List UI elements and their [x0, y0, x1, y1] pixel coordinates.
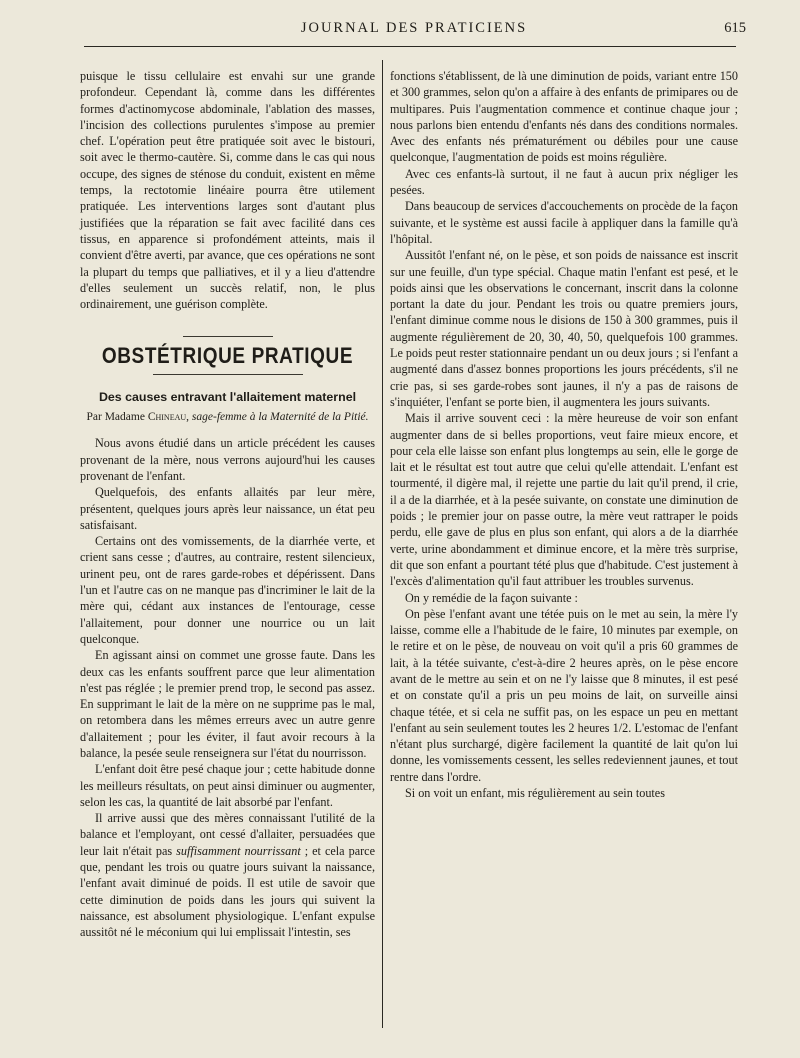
section-underline — [153, 374, 303, 375]
article-paragraph: On y remédie de la façon suivante : — [405, 590, 578, 605]
article-paragraph: Si on voit un enfant, mis régulièrement au sein toutes — [405, 786, 665, 801]
paragraph-italic-text: suffisamment nourrissant — [176, 843, 301, 858]
article-paragraph: L'enfant doit être pesé chaque jour ; cette habitude donne les meilleurs résultats, on peut ainsi diminuer ou augmenter, selon les cas, la quantité de lait absorbé par l'enfant. — [80, 762, 375, 809]
byline-role: sage-femme à la Maternité de la Pitié. — [191, 411, 369, 424]
section-title: OBSTÉTRIQUE PRATIQUE — [101, 344, 354, 370]
running-title: JOURNAL DES PRATICIENS — [300, 20, 528, 36]
article-paragraph: fonctions s'établissent, de là une diminution de poids, variant entre 150 et 300 grammes, selon qu'on a affaire à des enfants de primipares ou de multipares. Puis l'augmentation commence et continue chaque jour ; nous parlons bien entendu d'enfants nés dans des conditions normales. Avec des enfants nés prématurément ou débiles pour une cause quelconque, l'augmentation de poids est moins régulière. — [390, 69, 738, 165]
section-separator — [183, 336, 273, 337]
article-paragraph: Certains ont des vomissements, de la diarrhée verte, et crient sans cesse ; d'autres, au contraire, restent silencieux, urinent peu, ont de rares garde-robes et dépérissent. Dans l'un et l'autre cas on ne manque pas d'incriminer le lait de la mère qui, cédant aux instances de l'entourage, cesse l'allaitement, pour donner une nourrice ou un lait quelconque. — [80, 534, 375, 646]
article-paragraph: On pèse l'enfant avant une tétée puis on le met au sein, la mère l'y laisse, comme elle a l'habitude de le faire, 10 minutes par exemple, on le retire et on le pèse, de nouveau on voit qu'il a pris 60 grammes de lait, à la tétée suivante, c'est-à-dire 2 heures après, on le pèse encore avant de le mettre au sein et on ne l'y laisse que 8 minutes, il est pesé et on constate qu'il a pris un peu moins de lait, on surveille ainsi chaque tétée, et si cela ne suffit pas, on les espace un peu en mettant l'enfant au sein seulement toutes les 2 heures 1/2. L'estomac de l'enfant n'étant plus surchargé, digère facilement la quantité de lait qu'on lui donne, les vomissements cessent, les selles redeviennent jaunes, et tout rentre dans l'ordre. — [390, 606, 738, 784]
byline-author: Chineau — [147, 411, 187, 424]
article-paragraph: Mais il arrive souvent ceci : la mère heureuse de voir son enfant augmenter dans de si belles proportions, veut faire mieux encore, et pour cela elle laisse son enfant plus longtemps au sein, elle le gorge de lait et le résultat est tout autre que celui qu'elle attendait. L'enfant est tourmenté, il digère mal, il rejette une partie du lait qu'il prend, il crie, il a de la diarrhée, et à la pesée suivante, on constate une diminution de poids ; le premier jour on passe outre, la mère veut rattraper le poids perdu, elle gave de plus en plus son enfant, qui alors a de la diarrhée verte, urine abondamment et diminue encore, et la mère très surprise, dit que son enfant a pourtant tété plus que d'habitude. C'est justement à l'excès d'alimentation qu'il faut attribuer les troubles survenus. — [390, 411, 738, 589]
left-column — [80, 68, 375, 1036]
article-paragraph: Nous avons étudié dans un article précédent les causes provenant de la mère, nous verrons aujourd'hui les causes provenant de l'enfant. — [80, 436, 375, 483]
paragraph-text: Il arrive aussi que des mères connaissant l'utilité de la balance et l'employant, ont cessé d'allaiter, persuadées que leur lait n'était pas — [80, 811, 375, 858]
byline-prefix: Par Madame — [86, 411, 145, 424]
article-paragraph: Quelquefois, des enfants allaités par leur mère, présentent, quelques jours après leur naissance, un état peu satisfaisant. — [80, 485, 375, 532]
intro-paragraph: puisque le tissu cellulaire est envahi sur une grande profondeur. Cependant là, comme dans les différentes formes d'actinomycose abdominale, l'ablation des masses, l'incision des collections purulentes s'impose au premier chef. L'opération peut être pratiquée soit avec le bistouri, soit avec le thermo-cautère. Si, comme dans le cas qui nous occupe, des signes de sténose du conduit, existent en même temps, la rectotomie linéaire pourra être utilement pratiquée. Les interventions larges sont d'autant plus justifiées que la réparation se fait avec facilité dans ces tissus, en apparence si profondément atteints, mais il convient d'être averti, par avance, que ces opérations ne sont la plupart du temps que palliatives, et il y a lieu d'attendre d'elles seulement un succès relatif, non, le plus ordinairement, une guérison complète. — [80, 69, 375, 312]
article-paragraph: Aussitôt l'enfant né, on le pèse, et son poids de naissance est inscrit sur une feuille, d'un type spécial. Chaque matin l'enfant est pesé, et le poids ainsi que les observations le concernant, inscrit dans la colonne portant la date du jour. Pendant les trois ou quatre premiers jours, l'enfant diminue comme nous le disions de 150 à 300 grammes, puis il augmente régulièrement de 20, 30, 40, 50, quelquefois 100 grammes. Le poids peut rester stationnaire pendant un ou deux jours ; si l'enfant a augmenté dans d'assez bonnes proportions les jours précédents, s'il ne crie pas, si ses garde-robes sont jaunes, il n'y a pas de raisons de s'inquiéter, l'enfant se porte bien, il augmentera les jours suivants. — [390, 248, 738, 409]
article-paragraph: En agissant ainsi on commet une grosse faute. Dans les deux cas les enfants souffrent parce que leur alimentation n'est pas réglée ; le premier prend trop, le second pas assez. En supprimant le lait de la mère on ne supprime pas le mal, on retombera dans les mêmes erreurs avec un autre genre d'allaitement ; pour les éviter, il faut avoir recours à la balance, la pesée seule renseignera sur l'état du nourrisson. — [80, 648, 375, 760]
article-paragraph-last — [80, 810, 375, 940]
right-column — [390, 68, 738, 1036]
page-number: 615 — [724, 20, 746, 36]
page-header — [80, 20, 748, 40]
article-paragraph: Avec ces enfants-là surtout, il ne faut à aucun prix négliger les pesées. — [390, 166, 738, 198]
article-title: Des causes entravant l'allaitement maternel — [98, 389, 357, 404]
paragraph-text: ; et cela parce que, pendant les trois ou quatre jours suivant la naissance, l'enfant avait diminué de poids. Il est utile de savoir que cette diminution de poids dans les jours qui suivent la naissance, est absolument physiologique. L'enfant expulse aussitôt né le méconium qui lui emplissait l'intestin, ses — [80, 843, 375, 940]
article-byline: Par Madame Chineau, sage-femme à la Maternité de la Pitié. — [86, 411, 369, 424]
article-paragraph: Dans beaucoup de services d'accouchements on procède de la façon suivante, et le système est aussi facile à appliquer dans la famille qu'à l'hôpital. — [390, 199, 738, 246]
column-divider — [382, 60, 383, 1028]
header-rule — [84, 46, 736, 47]
